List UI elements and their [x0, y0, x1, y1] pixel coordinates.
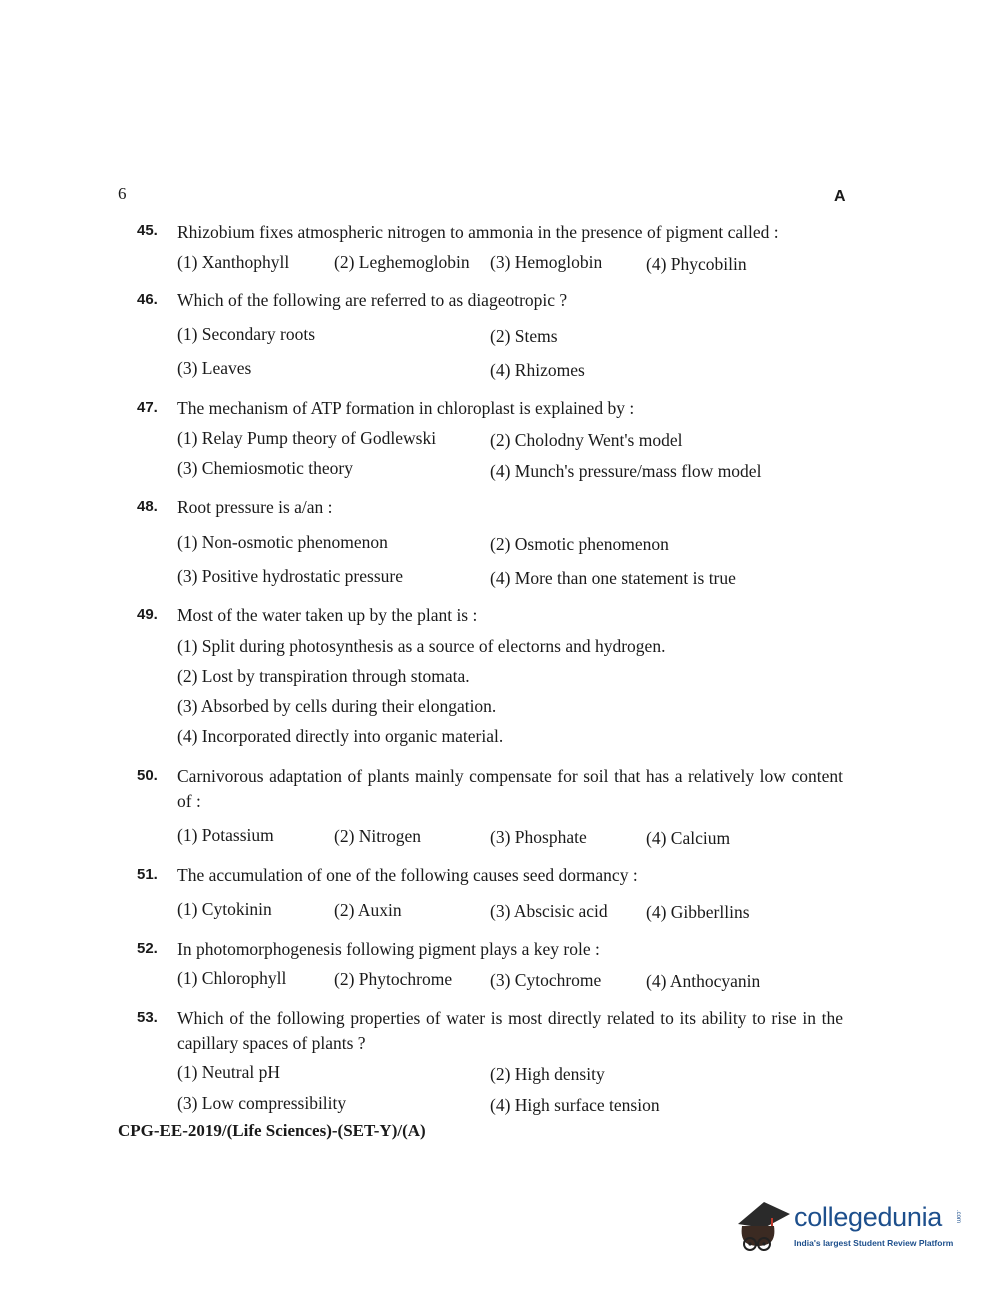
option: (1) Neutral pH	[177, 1062, 281, 1082]
option: (2) Auxin	[334, 900, 402, 920]
question-number: 51.	[137, 866, 158, 883]
option: (3) Positive hydrostatic pressure	[177, 566, 403, 586]
option: (4) Gibberllins	[646, 902, 750, 922]
option: (4) Rhizomes	[490, 360, 585, 380]
question-text: Most of the water taken up by the plant is :	[177, 605, 478, 625]
option: (4) More than one statement is true	[490, 568, 736, 588]
option: (2) Stems	[490, 326, 558, 346]
brand-suffix: .com	[955, 1210, 961, 1224]
set-letter: A	[834, 188, 846, 205]
option: (2) Leghemoglobin	[334, 252, 470, 272]
option: (1) Potassium	[177, 825, 274, 845]
brand-name: collegedunia	[794, 1202, 943, 1232]
option: (3) Phosphate	[490, 827, 587, 847]
option: (4) Phycobilin	[646, 254, 747, 274]
option: (3) Chemiosmotic theory	[177, 458, 353, 478]
question-text: Rhizobium fixes atmospheric nitrogen to ammonia in the presence of pigment called :	[177, 222, 779, 242]
option: (4) Munch's pressure/mass flow model	[490, 461, 762, 481]
question-text: Carnivorous adaptation of plants mainly compensate for soil that has a relatively low content of :	[177, 766, 843, 811]
option: (1) Xanthophyll	[177, 252, 290, 272]
option: (4) High surface tension	[490, 1095, 660, 1115]
option: (2) Cholodny Went's model	[490, 430, 683, 450]
paper-code-footer: CPG-EE-2019/(Life Sciences)-(SET-Y)/(A)	[118, 1121, 426, 1140]
option: (4) Incorporated directly into organic material.	[177, 726, 504, 746]
option: (2) High density	[490, 1064, 605, 1084]
option: (1) Relay Pump theory of Godlewski	[177, 428, 437, 448]
option: (4) Anthocyanin	[646, 971, 761, 991]
question-number: 50.	[137, 767, 158, 784]
question-text: The mechanism of ATP formation in chloroplast is explained by :	[177, 398, 635, 418]
question-text: Which of the following are referred to as diageotropic ?	[177, 290, 568, 310]
question-text: The accumulation of one of the following causes seed dormancy :	[177, 865, 638, 885]
question-number: 52.	[137, 940, 158, 957]
question-text: In photomorphogenesis following pigment plays a key role :	[177, 939, 600, 959]
option: (1) Cytokinin	[177, 899, 272, 919]
option: (2) Osmotic phenomenon	[490, 534, 669, 554]
question-number: 45.	[137, 222, 158, 239]
question-number: 46.	[137, 291, 158, 308]
question-text: Which of the following properties of water is most directly related to its ability to rise in the capillary spaces of plants ?	[177, 1008, 843, 1053]
option: (2) Phytochrome	[334, 969, 453, 989]
option: (1) Secondary roots	[177, 324, 316, 344]
option: (4) Calcium	[646, 828, 731, 848]
option: (1) Split during photosynthesis as a source of electorns and hydrogen.	[177, 636, 666, 656]
option: (2) Nitrogen	[334, 826, 421, 846]
question-number: 49.	[137, 606, 158, 623]
option: (3) Leaves	[177, 358, 252, 378]
brand-tagline: India's largest Student Review Platform	[794, 1238, 954, 1248]
question-number: 48.	[137, 498, 158, 515]
option: (3) Abscisic acid	[490, 901, 608, 921]
question-text: Root pressure is a/an :	[177, 497, 333, 517]
option: (2) Lost by transpiration through stomata.	[177, 666, 470, 686]
mascot-icon	[734, 1196, 792, 1256]
option: (3) Absorbed by cells during their elongation.	[177, 696, 497, 716]
collegedunia-logo[interactable]	[734, 1196, 964, 1260]
page-number: 6	[118, 184, 127, 203]
option: (3) Hemoglobin	[490, 252, 603, 272]
question-number: 47.	[137, 399, 158, 416]
option: (1) Non-osmotic phenomenon	[177, 532, 388, 552]
option: (3) Low compressibility	[177, 1093, 347, 1113]
question-number: 53.	[137, 1009, 158, 1026]
option: (1) Chlorophyll	[177, 968, 287, 988]
option: (3) Cytochrome	[490, 970, 602, 990]
